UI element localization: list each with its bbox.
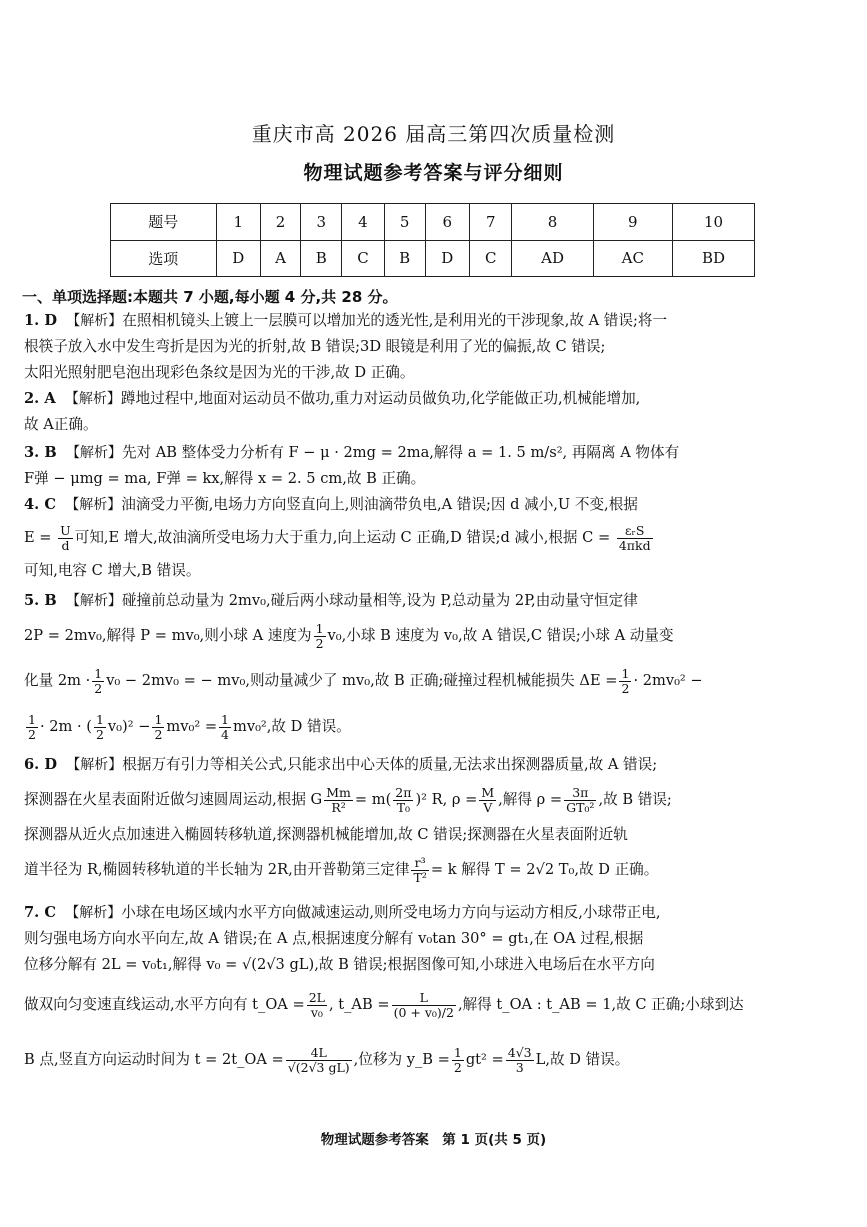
denominator: 2 bbox=[621, 680, 630, 696]
denominator: 2 bbox=[94, 680, 103, 696]
text-line: 探测器从近火点加速进入椭圆转移轨道,探测器机械能增加,故 C 错误;探测器在火星表面附近轨 bbox=[24, 826, 628, 843]
denominator: 2 bbox=[453, 1059, 462, 1075]
denominator: 2 bbox=[28, 726, 36, 742]
question-number: 1. D bbox=[24, 312, 57, 329]
numerator: 1 bbox=[94, 665, 103, 681]
text-fragment: · 2m · ( bbox=[39, 718, 92, 735]
fraction bbox=[617, 524, 653, 553]
denominator: √(2√3 gL) bbox=[287, 1059, 350, 1075]
fraction bbox=[58, 524, 73, 553]
question-number: 8 bbox=[512, 204, 593, 241]
fraction bbox=[392, 991, 456, 1020]
text-fragment: v₀ − 2mv₀ = − mv₀,则动量减少了 mv₀,故 B 正确;碰撞过程机械能损失 ΔE = bbox=[106, 672, 618, 689]
text-fragment: v₀,小球 B 速度为 v₀,故 A 错误,C 错误;小球 A 动量变 bbox=[327, 627, 674, 644]
denominator: T₀ bbox=[396, 799, 411, 815]
question-number: 6 bbox=[425, 204, 469, 241]
question-2 bbox=[24, 386, 842, 438]
text-line: 碰撞前总动量为 2mv₀,碰后两小球动量相等,设为 P,总动量为 2P,由动量守恒定律 bbox=[121, 592, 638, 609]
table-row bbox=[111, 204, 755, 241]
denominator: 4 bbox=[221, 726, 229, 742]
analysis-tag: 【解析】 bbox=[65, 497, 122, 513]
numerator: 1 bbox=[28, 711, 36, 727]
text-fragment: ,解得 ρ = bbox=[498, 791, 563, 808]
answer-cell: D bbox=[216, 240, 260, 277]
fraction bbox=[619, 667, 631, 696]
numerator: εᵣS bbox=[617, 524, 653, 539]
question-number: 7 bbox=[469, 204, 511, 241]
fraction bbox=[479, 786, 496, 815]
analysis-tag: 【解析】 bbox=[64, 391, 121, 407]
question-4 bbox=[24, 492, 842, 584]
denominator: T² bbox=[413, 869, 427, 885]
question-5 bbox=[24, 588, 842, 750]
text-fragment: , t_AB = bbox=[328, 996, 390, 1013]
text-fragment: = k 解得 T = 2√2 T₀,故 D 正确。 bbox=[430, 861, 659, 878]
question-number: 2 bbox=[260, 204, 300, 241]
text-fragment: · 2mv₀² − bbox=[633, 672, 703, 689]
analysis-tag: 【解析】 bbox=[65, 445, 122, 461]
denominator: GT₀² bbox=[566, 799, 595, 815]
question-7 bbox=[24, 900, 842, 1088]
text-line: 则匀强电场方向水平向左,故 A 错误;在 A 点,根据速度分解有 v₀tan 30° = gt₁,在 OA 过程,根据 bbox=[24, 930, 644, 947]
text-fragment: B 点,竖直方向运动时间为 t = 2t_OA = bbox=[24, 1051, 284, 1068]
answer-cell: BD bbox=[673, 240, 755, 277]
text-fragment: v₀)² − bbox=[107, 718, 151, 735]
text-fragment: = m( bbox=[354, 791, 392, 808]
text-fragment: E = bbox=[24, 529, 57, 546]
text-line: 小球在电场区域内水平方向做减速运动,则所受电场力方向与运动方相反,小球带正电, bbox=[121, 904, 661, 921]
question-number: 4 bbox=[342, 204, 384, 241]
text-line: 位移分解有 2L = v₀t₁,解得 v₀ = √(2√3 gL),故 B 错误;根据图像可知,小球进入电场后在水平方向 bbox=[24, 956, 655, 973]
question-number: 1 bbox=[216, 204, 260, 241]
text-fragment: 可知,E 增大,故油滴所受电场力大于重力,向上运动 C 正确,D 错误;d 减小,根据 C = bbox=[74, 529, 615, 546]
text-line: F弹 − μmg = ma, F弹 = kx,解得 x = 2. 5 cm,故 B 正确。 bbox=[24, 470, 426, 487]
analysis-tag: 【解析】 bbox=[66, 313, 123, 329]
denominator: 3 bbox=[515, 1059, 524, 1075]
numerator: 1 bbox=[221, 711, 229, 727]
denominator: 2 bbox=[95, 726, 104, 742]
text-fragment: gt² = bbox=[465, 1051, 504, 1068]
answer-cell: B bbox=[301, 240, 342, 277]
row-label: 题号 bbox=[111, 204, 217, 241]
exam-title: 重庆市高 2026 届高三第四次质量检测 bbox=[251, 122, 616, 146]
fraction bbox=[452, 1046, 464, 1075]
answer-cell: A bbox=[260, 240, 300, 277]
numerator: U bbox=[60, 522, 71, 538]
numerator: 4L bbox=[286, 1046, 352, 1061]
numerator: 1 bbox=[453, 1044, 462, 1060]
text-line: 故 A正确。 bbox=[24, 416, 98, 433]
text-fragment: 化量 2m · bbox=[24, 672, 91, 689]
analysis-tag: 【解析】 bbox=[65, 905, 122, 921]
analysis-tag: 【解析】 bbox=[65, 593, 122, 609]
answer-cell: AD bbox=[512, 240, 593, 277]
text-line: 根筷子放入水中发生弯折是因为光的折射,故 B 错误;3D 眼镜是利用了光的偏振,故 C 错误; bbox=[24, 338, 606, 355]
question-number: 5 bbox=[384, 204, 425, 241]
numerator: 3π bbox=[564, 786, 596, 801]
text-fragment: 道半径为 R,椭圆转移轨道的半长轴为 2R,由开普勒第三定律 bbox=[24, 861, 410, 878]
denominator: R² bbox=[331, 799, 346, 815]
fraction bbox=[314, 622, 326, 651]
text-fragment: ,故 B 错误; bbox=[598, 791, 672, 808]
question-6 bbox=[24, 752, 842, 892]
text-line: 根据万有引力等相关公式,只能求出中心天体的质量,无法求出探测器质量,故 A 错误; bbox=[122, 756, 658, 773]
question-number: 7. C bbox=[24, 904, 56, 921]
fraction bbox=[286, 1046, 352, 1075]
fraction bbox=[324, 786, 353, 815]
question-number: 3. B bbox=[24, 444, 57, 461]
question-number: 10 bbox=[673, 204, 755, 241]
question-number: 5. B bbox=[24, 592, 57, 609]
question-number: 2. A bbox=[24, 390, 56, 407]
numerator: 1 bbox=[154, 711, 163, 727]
exam-subtitle: 物理试题参考答案与评分细则 bbox=[303, 162, 564, 184]
text-fragment: 探测器在火星表面附近做匀速圆周运动,根据 G bbox=[24, 791, 323, 808]
denominator: v₀ bbox=[310, 1004, 323, 1020]
numerator: 1 bbox=[315, 620, 324, 636]
text-line: 太阳光照射肥皂泡出现彩色条纹是因为光的干涉,故 D 正确。 bbox=[24, 364, 415, 381]
text-fragment: L,故 D 错误。 bbox=[535, 1051, 630, 1068]
numerator: Mm bbox=[326, 784, 351, 800]
text-line: 先对 AB 整体受力分析有 F − μ · 2mg = 2ma,解得 a = 1. 5 m/s², 再隔离 A 物体有 bbox=[121, 444, 680, 461]
denominator: (0 + v₀)/2 bbox=[393, 1004, 454, 1020]
fraction bbox=[92, 667, 104, 696]
section-heading: 一、单项选择题:本题共 7 小题,每小题 4 分,共 28 分。 bbox=[22, 288, 398, 306]
fraction bbox=[411, 856, 428, 885]
text-fragment: mv₀²,故 D 错误。 bbox=[233, 718, 351, 735]
question-number: 9 bbox=[593, 204, 672, 241]
numerator: 1 bbox=[621, 665, 630, 681]
answer-cell: C bbox=[342, 240, 384, 277]
question-number: 3 bbox=[301, 204, 342, 241]
denominator: 4πkd bbox=[618, 537, 651, 553]
numerator: 2π bbox=[395, 784, 412, 800]
answer-cell: AC bbox=[593, 240, 672, 277]
answer-cell: C bbox=[469, 240, 511, 277]
denominator: 2 bbox=[154, 726, 163, 742]
answer-table bbox=[110, 203, 755, 277]
fraction bbox=[564, 786, 596, 815]
row-label: 选项 bbox=[111, 240, 217, 277]
text-line: 蹲地过程中,地面对运动员不做功,重力对运动员做负功,化学能做正功,机械能增加, bbox=[120, 390, 641, 407]
fraction bbox=[26, 713, 38, 742]
fraction bbox=[219, 713, 231, 742]
fraction bbox=[506, 1046, 534, 1075]
analysis-tag: 【解析】 bbox=[66, 757, 123, 773]
numerator: 1 bbox=[95, 711, 104, 727]
numerator: 2L bbox=[308, 989, 325, 1005]
fraction bbox=[152, 713, 164, 742]
answer-cell: B bbox=[384, 240, 425, 277]
text-fragment: ,解得 t_OA : t_AB = 1,故 C 正确;小球到达 bbox=[457, 996, 744, 1013]
question-number: 4. C bbox=[24, 496, 56, 513]
numerator: 4√3 bbox=[507, 1044, 532, 1060]
fraction bbox=[307, 991, 327, 1020]
text-line: 可知,电容 C 增大,B 错误。 bbox=[24, 562, 201, 579]
fraction bbox=[393, 786, 413, 815]
question-1 bbox=[24, 308, 842, 386]
table-row bbox=[111, 240, 755, 277]
answer-cell: D bbox=[425, 240, 469, 277]
text-line: 在照相机镜头上镀上一层膜可以增加光的透光性,是利用光的干涉现象,故 A 错误;将一 bbox=[122, 312, 668, 329]
question-number: 6. D bbox=[24, 756, 57, 773]
denominator: 2 bbox=[315, 635, 324, 651]
text-fragment: mv₀² = bbox=[166, 718, 218, 735]
text-fragment: )² R, ρ = bbox=[415, 791, 478, 808]
numerator: L bbox=[392, 991, 456, 1006]
numerator: M bbox=[481, 784, 495, 800]
text-fragment: 2P = 2mv₀,解得 P = mv₀,则小球 A 速度为 bbox=[24, 627, 312, 644]
denominator: d bbox=[61, 537, 70, 553]
fraction bbox=[94, 713, 106, 742]
question-3 bbox=[24, 440, 842, 492]
text-fragment: 做双向匀变速直线运动,水平方向有 t_OA = bbox=[24, 996, 305, 1013]
text-fragment: ,位移为 y_B = bbox=[353, 1051, 450, 1068]
denominator: V bbox=[483, 799, 493, 815]
text-line: 油滴受力平衡,电场力方向竖直向上,则油滴带负电,A 错误;因 d 减小,U 不变,根据 bbox=[121, 496, 638, 513]
numerator: r³ bbox=[411, 856, 428, 871]
page-footer: 物理试题参考答案 第 1 页(共 5 页) bbox=[320, 1132, 547, 1148]
